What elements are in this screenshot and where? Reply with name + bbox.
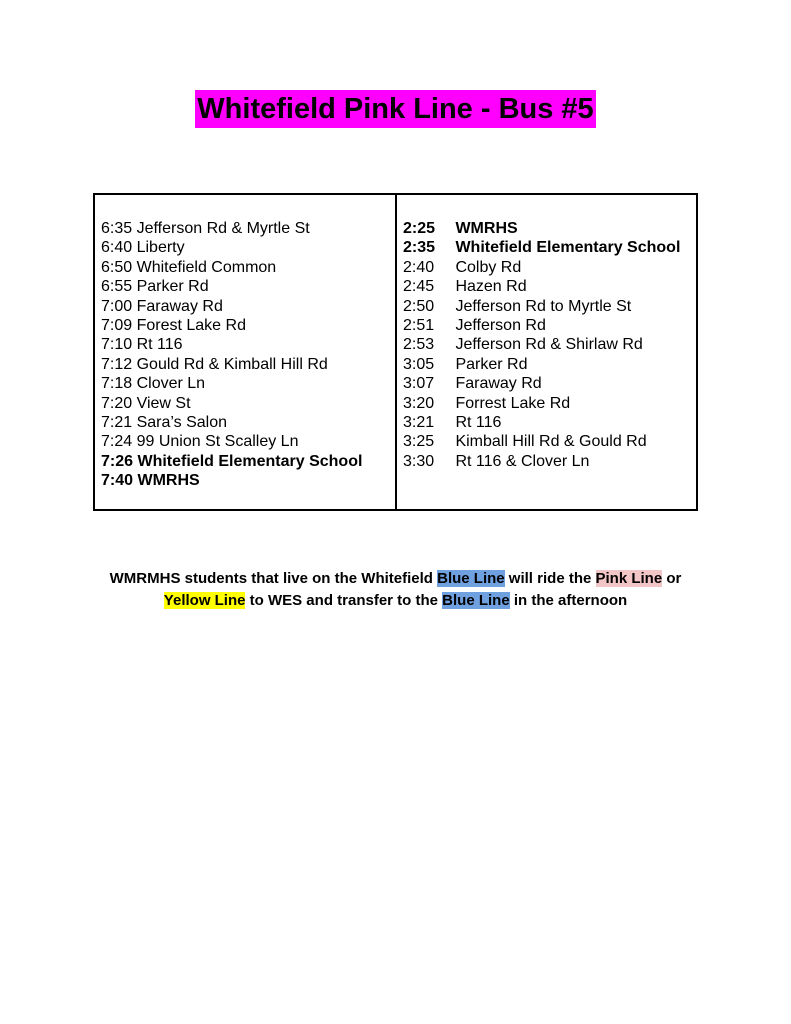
stop-time: 3:30	[403, 452, 435, 470]
note-text: in the afternoon	[509, 592, 628, 609]
stop-name: Jefferson Rd	[455, 317, 546, 335]
stop-name: Parker Rd	[136, 278, 209, 296]
morning-stop-row	[101, 277, 395, 296]
yellow-line-highlight: Yellow Line	[163, 592, 246, 609]
stop-name: Colby Rd	[455, 258, 522, 276]
stop-time: 6:55	[101, 278, 133, 296]
afternoon-stop-row	[403, 374, 696, 393]
morning-stop-row	[101, 432, 395, 451]
morning-stop-row	[101, 335, 395, 354]
morning-stop-row	[101, 297, 395, 316]
afternoon-stop-row	[403, 238, 696, 257]
afternoon-stop-row	[403, 335, 696, 354]
stop-time: 7:24	[101, 433, 133, 451]
schedule-table	[93, 193, 698, 511]
stop-time: 6:50	[101, 258, 133, 276]
title-container	[0, 90, 791, 128]
stop-time: 7:10	[101, 336, 133, 354]
stop-name: Sara’s Salon	[136, 414, 228, 432]
note-text: WMRMHS students that live on the Whitefield	[109, 570, 438, 587]
morning-stop-row	[101, 316, 395, 335]
stop-time: 2:50	[403, 297, 435, 315]
stop-name: Clover Ln	[136, 375, 206, 393]
stop-time: 3:21	[403, 414, 435, 432]
morning-stop-row	[101, 394, 395, 413]
morning-stop-row	[101, 471, 395, 490]
morning-stop-row	[101, 374, 395, 393]
stop-name: Faraway Rd	[455, 375, 542, 393]
note-text: or	[662, 570, 682, 587]
stop-time: 6:40	[101, 239, 133, 257]
stop-name: Whitefield Common	[136, 258, 277, 276]
stop-name: Liberty	[136, 239, 185, 257]
morning-stop-row	[101, 258, 395, 277]
stop-time: 3:25	[403, 433, 435, 451]
afternoon-stop-row	[403, 413, 696, 432]
stop-time: 2:25	[403, 220, 436, 237]
stop-time: 3:20	[403, 394, 435, 412]
stop-time: 2:35	[403, 239, 436, 257]
afternoon-stop-row	[403, 297, 696, 316]
afternoon-stop-row	[403, 432, 696, 451]
note-text: to WES and transfer to the	[245, 592, 443, 609]
afternoon-stop-row	[403, 219, 696, 238]
stop-name: Whitefield Elementary School	[137, 452, 363, 470]
morning-stop-row	[101, 219, 395, 238]
stop-name: Jefferson Rd & Myrtle St	[136, 220, 310, 237]
stop-name: Forrest Lake Rd	[455, 394, 571, 412]
stop-time: 7:40	[101, 472, 134, 490]
stop-name: Whitefield Elementary School	[455, 239, 681, 257]
morning-column	[95, 195, 397, 509]
morning-stop-row	[101, 413, 395, 432]
stop-name: WMRHS	[137, 472, 200, 490]
stop-name: WMRHS	[455, 220, 518, 237]
stop-name: Rt 116	[455, 414, 502, 432]
afternoon-stop-row	[403, 452, 696, 471]
stop-name: Kimball Hill Rd & Gould Rd	[455, 433, 647, 451]
stop-name: Gould Rd & Kimball Hill Rd	[136, 355, 328, 373]
afternoon-stop-row	[403, 355, 696, 374]
transfer-note	[0, 568, 791, 612]
afternoon-stop-row	[403, 316, 696, 335]
blue-line-highlight: Blue Line	[437, 570, 505, 587]
stop-name: Jefferson Rd to Myrtle St	[455, 297, 632, 315]
stop-name: Parker Rd	[455, 355, 528, 373]
morning-stop-row	[101, 355, 395, 374]
afternoon-stop-row	[403, 258, 696, 277]
afternoon-stop-row	[403, 394, 696, 413]
stop-time: 7:20	[101, 394, 133, 412]
afternoon-stop-row	[403, 277, 696, 296]
stop-name: 99 Union St Scalley Ln	[136, 433, 299, 451]
stop-time: 2:51	[403, 317, 435, 335]
stop-time: 7:18	[101, 375, 133, 393]
blue-line-highlight: Blue Line	[442, 592, 510, 609]
stop-time: 2:53	[403, 336, 435, 354]
morning-stop-row	[101, 238, 395, 257]
stop-time: 7:21	[101, 414, 133, 432]
page-title: Whitefield Pink Line - Bus #5	[195, 90, 595, 128]
afternoon-column	[397, 195, 696, 509]
stop-time: 2:45	[403, 278, 435, 296]
stop-name: Faraway Rd	[136, 297, 223, 315]
stop-time: 2:40	[403, 258, 435, 276]
stop-time: 7:26	[101, 452, 134, 470]
stop-name: Rt 116 & Clover Ln	[455, 452, 590, 470]
stop-name: Forest Lake Rd	[136, 317, 246, 335]
note-text: will ride the	[504, 570, 596, 587]
stop-time: 3:07	[403, 375, 435, 393]
stop-name: Jefferson Rd & Shirlaw Rd	[455, 336, 643, 354]
stop-time: 7:09	[101, 317, 133, 335]
morning-stop-row	[101, 452, 395, 471]
stop-name: Rt 116	[136, 336, 183, 354]
pink-line-highlight: Pink Line	[595, 570, 663, 587]
stop-time: 7:00	[101, 297, 133, 315]
stop-name: Hazen Rd	[455, 278, 527, 296]
stop-time: 7:12	[101, 355, 133, 373]
stop-name: View St	[136, 394, 191, 412]
stop-time: 3:05	[403, 355, 435, 373]
stop-time: 6:35	[101, 220, 133, 237]
